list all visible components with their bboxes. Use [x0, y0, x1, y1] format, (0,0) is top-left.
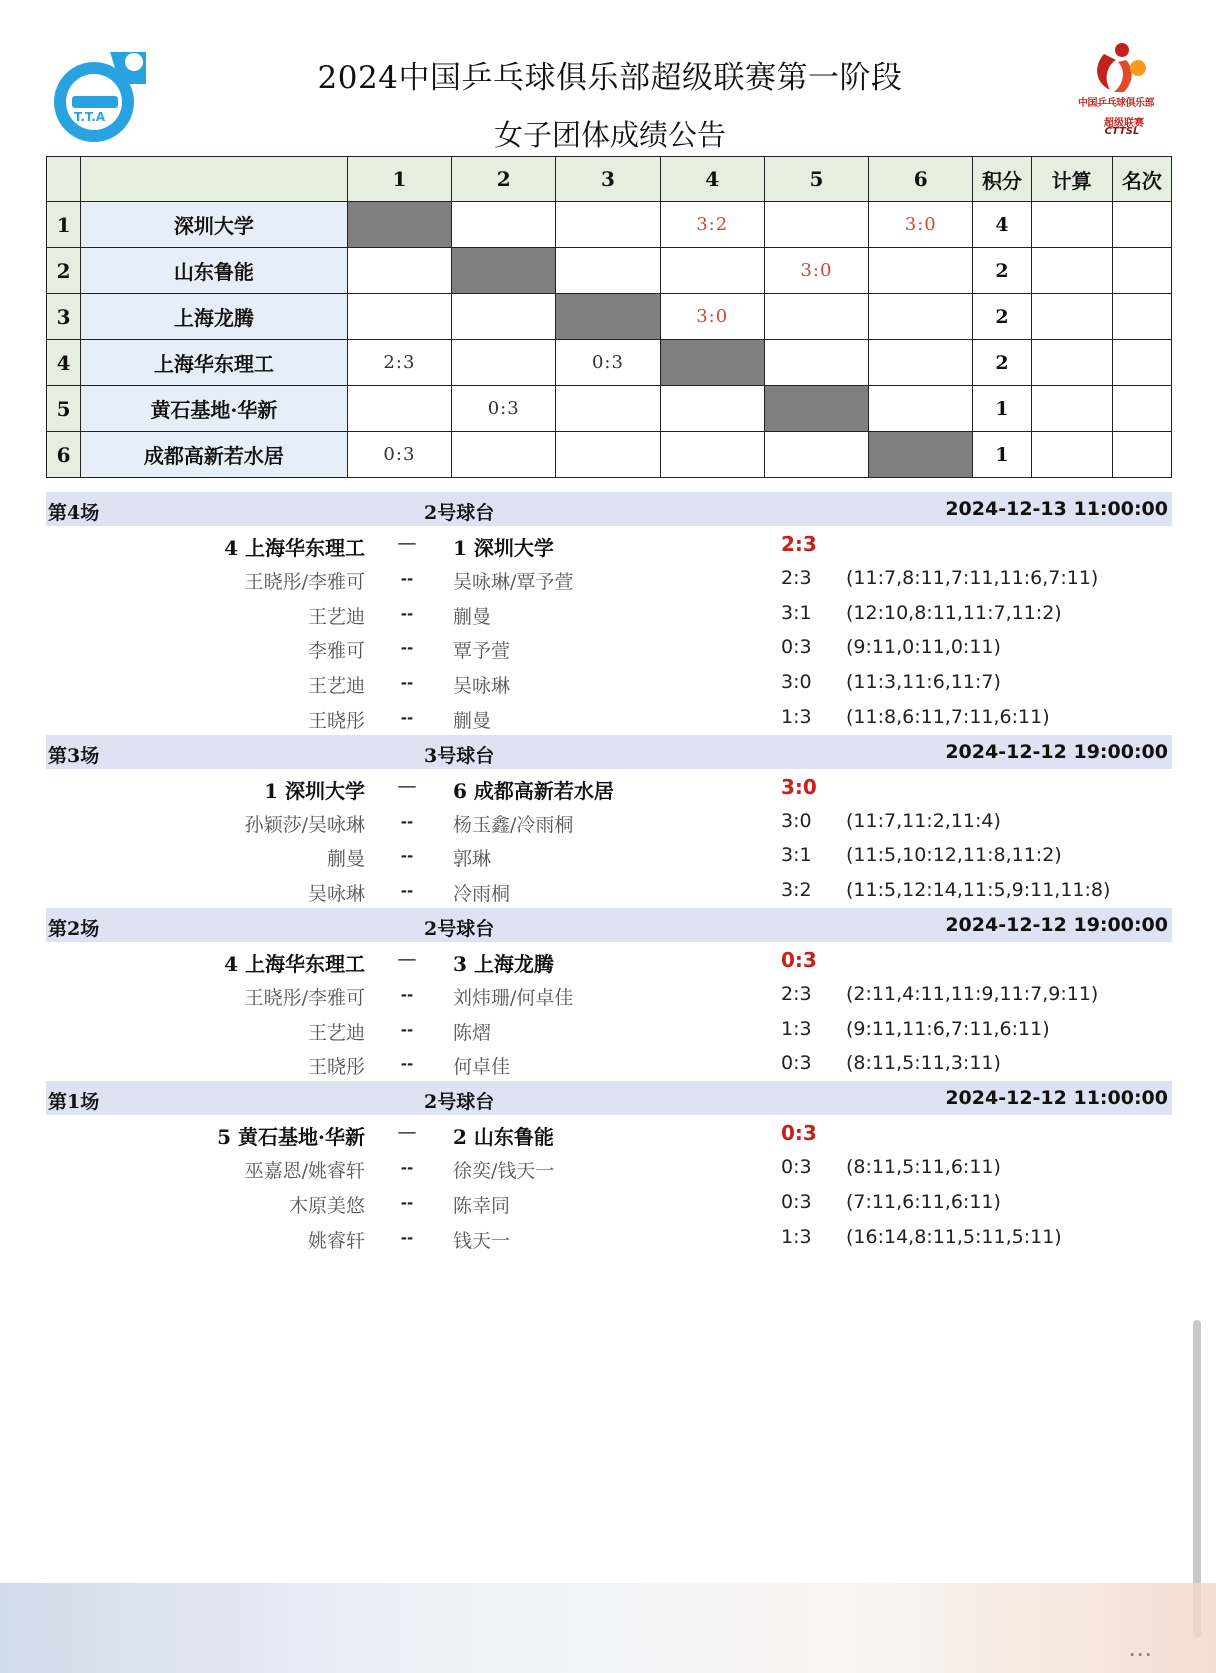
- match-section: [46, 492, 1172, 735]
- home-player: 蒯曼: [326, 848, 365, 871]
- home-player: 李雅可: [307, 640, 365, 663]
- game-separator: --: [400, 708, 414, 727]
- team-name: 上海华东理工: [81, 340, 348, 386]
- match-header: [46, 735, 1172, 769]
- home-player: 孙颖莎/吴咏琳: [244, 813, 365, 836]
- set-scores: (9:11,11:6,7:11,6:11): [846, 1017, 1050, 1040]
- away-player: 蒯曼: [453, 709, 492, 732]
- match-time: 2024-12-12 11:00:00: [945, 1087, 1168, 1110]
- team-name: 黄石基地·华新: [81, 386, 348, 432]
- away-player: 覃予萱: [453, 640, 511, 663]
- game-row: [46, 596, 1172, 631]
- team-result: 2:3: [781, 532, 817, 556]
- match-number: 第1场: [48, 1091, 100, 1114]
- home-player: 王晓彤: [307, 1056, 365, 1079]
- game-separator: --: [400, 1020, 414, 1039]
- logo-right-line3: CTTSL: [1104, 126, 1140, 137]
- col-header: 2: [452, 157, 556, 202]
- col-header: 4: [660, 157, 764, 202]
- home-player: 姚睿轩: [307, 1229, 365, 1252]
- matchup-separator: —: [397, 1121, 417, 1144]
- team-result: 3:0: [781, 774, 817, 799]
- player-emblem-icon: [1064, 40, 1174, 100]
- calc-cell: [1031, 386, 1112, 432]
- game-separator: --: [400, 812, 414, 831]
- game-row: [46, 1046, 1172, 1081]
- score-cell: 0:3: [347, 432, 451, 478]
- home-player: 王艺迪: [307, 605, 365, 628]
- score-cell: [556, 386, 660, 432]
- away-player: 陈熠: [453, 1021, 492, 1044]
- col-header-points: 积分: [973, 157, 1031, 202]
- match-time: 2024-12-12 19:00:00: [945, 740, 1168, 763]
- calc-cell: [1031, 294, 1112, 340]
- self-cell: [660, 340, 764, 386]
- self-cell: [869, 432, 973, 478]
- self-cell: [452, 248, 556, 294]
- match-results-list: [46, 492, 1172, 1254]
- away-player: 蒯曼: [453, 605, 492, 628]
- team-matchup-row: [46, 1115, 1172, 1150]
- score-cell: [764, 202, 868, 248]
- home-player: 木原美悠: [288, 1194, 365, 1217]
- place-cell: [1112, 340, 1171, 386]
- place-cell: [1112, 432, 1171, 478]
- game-row: [46, 1012, 1172, 1047]
- score-cell: [452, 340, 556, 386]
- score-cell: [347, 294, 451, 340]
- game-row: [46, 1185, 1172, 1220]
- game-result: 1:3: [781, 1017, 812, 1040]
- match-time: 2024-12-13 11:00:00: [945, 498, 1168, 520]
- matchup-separator: —: [397, 947, 417, 970]
- calc-cell: [1031, 432, 1112, 478]
- match-number: 第3场: [48, 744, 100, 767]
- more-options-button[interactable]: ⋯: [1128, 1640, 1154, 1668]
- team-rank: 5: [47, 386, 81, 432]
- team-name: 成都高新若水居: [81, 432, 348, 478]
- place-cell: [1112, 202, 1171, 248]
- set-scores: (16:14,8:11,5:11,5:11): [846, 1225, 1062, 1248]
- self-cell: [347, 202, 451, 248]
- calc-cell: [1031, 340, 1112, 386]
- game-result: 3:0: [781, 671, 812, 694]
- points-cell: 4: [973, 202, 1031, 248]
- score-cell: [556, 248, 660, 294]
- match-header: [46, 1081, 1172, 1115]
- home-player: 王晓彤/李雅可: [244, 570, 365, 593]
- standings-row: [47, 248, 1172, 294]
- game-separator: --: [400, 1055, 414, 1074]
- team-rank: 1: [47, 202, 81, 248]
- away-player: 吴咏琳/覃予萱: [453, 570, 574, 593]
- col-header: 3: [556, 157, 660, 202]
- tta-logo: [50, 44, 150, 144]
- away-player: 杨玉鑫/冷雨桐: [453, 813, 574, 836]
- game-row: [46, 665, 1172, 700]
- game-separator: --: [400, 639, 414, 658]
- score-cell: 2:3: [347, 340, 451, 386]
- cttsl-logo: [1064, 40, 1174, 145]
- standings-table: [46, 156, 1172, 478]
- set-scores: (11:7,11:2,11:4): [846, 809, 1001, 832]
- game-row: [46, 630, 1172, 665]
- score-cell: [869, 248, 973, 294]
- score-cell: 3:2: [660, 202, 764, 248]
- match-section: [46, 1081, 1172, 1254]
- score-cell: [556, 202, 660, 248]
- score-cell: [452, 294, 556, 340]
- score-cell: 0:3: [452, 386, 556, 432]
- team-matchup-row: [46, 942, 1172, 977]
- place-cell: [1112, 294, 1171, 340]
- points-cell: 2: [973, 294, 1031, 340]
- matchup-separator: —: [397, 774, 417, 797]
- game-row: [46, 1220, 1172, 1255]
- game-row: [46, 1150, 1172, 1185]
- score-cell: [869, 340, 973, 386]
- place-cell: [1112, 386, 1171, 432]
- away-team: 3 上海龙腾: [453, 951, 554, 976]
- match-table: 2号球台: [424, 917, 495, 940]
- set-scores: (12:10,8:11,11:7,11:2): [846, 601, 1062, 624]
- away-player: 冷雨桐: [453, 883, 511, 906]
- paddle-logo-icon: [50, 44, 150, 144]
- set-scores: (8:11,5:11,6:11): [846, 1155, 1001, 1178]
- standings-row: [47, 386, 1172, 432]
- score-cell: 3:0: [869, 202, 973, 248]
- away-player: 徐奕/钱天一: [453, 1159, 555, 1182]
- game-row: [46, 700, 1172, 735]
- home-team: 4 上海华东理工: [224, 536, 365, 560]
- match-header: [46, 908, 1172, 942]
- self-cell: [764, 386, 868, 432]
- set-scores: (11:5,12:14,11:5,9:11,11:8): [846, 879, 1111, 902]
- team-result: 0:3: [781, 947, 817, 972]
- home-team: 4 上海华东理工: [224, 951, 365, 976]
- set-scores: (11:5,10:12,11:8,11:2): [846, 844, 1062, 867]
- home-player: 王艺迪: [307, 675, 365, 698]
- score-cell: [347, 248, 451, 294]
- points-cell: 1: [973, 432, 1031, 478]
- game-row: [46, 561, 1172, 596]
- col-header: 6: [869, 157, 973, 202]
- place-cell: [1112, 248, 1171, 294]
- logo-right-line1: 中国乒乓球俱乐部: [1078, 98, 1154, 109]
- game-separator: --: [400, 1158, 414, 1177]
- game-separator: --: [400, 882, 414, 901]
- matchup-separator: —: [397, 532, 417, 554]
- game-row: [46, 804, 1172, 839]
- team-rank: 2: [47, 248, 81, 294]
- score-cell: [452, 202, 556, 248]
- bottom-gradient: [0, 1583, 1216, 1673]
- game-row: [46, 873, 1172, 908]
- match-table: 2号球台: [424, 502, 495, 524]
- standings-row: [47, 432, 1172, 478]
- standings-header-row: [47, 157, 1172, 202]
- match-time: 2024-12-12 19:00:00: [945, 913, 1168, 936]
- set-scores: (11:8,6:11,7:11,6:11): [846, 705, 1050, 728]
- game-separator: --: [400, 847, 414, 866]
- game-separator: --: [400, 1193, 414, 1212]
- match-section: [46, 908, 1172, 1081]
- score-cell: [452, 432, 556, 478]
- self-cell: [556, 294, 660, 340]
- calc-cell: [1031, 202, 1112, 248]
- home-player: 王晓彤: [307, 709, 365, 732]
- team-name: 上海龙腾: [81, 294, 348, 340]
- logo-right-line2: 超级联赛: [1104, 118, 1144, 129]
- away-team: 6 成都高新若水居: [453, 778, 614, 803]
- score-cell: 3:0: [660, 294, 764, 340]
- game-separator: --: [400, 985, 414, 1004]
- away-player: 郭琳: [453, 848, 492, 871]
- standings-row: [47, 202, 1172, 248]
- home-player: 吴咏琳: [307, 883, 365, 906]
- score-cell: [764, 294, 868, 340]
- match-section: [46, 735, 1172, 908]
- col-header-place: 名次: [1112, 157, 1171, 202]
- game-separator: --: [400, 1228, 414, 1247]
- header-team-blank: [81, 157, 348, 202]
- team-result: 0:3: [781, 1121, 817, 1146]
- game-result: 2:3: [781, 566, 812, 589]
- score-cell: [347, 386, 451, 432]
- col-header: 5: [764, 157, 868, 202]
- tta-logo-text: T.T.A: [74, 110, 106, 124]
- game-separator: --: [400, 569, 414, 588]
- game-result: 0:3: [781, 1155, 812, 1178]
- match-number: 第2场: [48, 917, 100, 940]
- score-cell: [869, 386, 973, 432]
- home-player: 王艺迪: [307, 1021, 365, 1044]
- col-header: 1: [347, 157, 451, 202]
- score-cell: [556, 432, 660, 478]
- team-name: 山东鲁能: [81, 248, 348, 294]
- game-result: 3:0: [781, 809, 812, 832]
- away-player: 钱天一: [453, 1229, 511, 1252]
- team-rank: 6: [47, 432, 81, 478]
- away-player: 刘炜珊/何卓佳: [453, 986, 574, 1009]
- standings-row: [47, 294, 1172, 340]
- home-player: 王晓彤/李雅可: [244, 986, 365, 1009]
- away-player: 陈幸同: [453, 1194, 511, 1217]
- score-cell: [764, 432, 868, 478]
- game-result: 0:3: [781, 636, 812, 659]
- score-cell: [869, 294, 973, 340]
- game-result: 1:3: [781, 1225, 812, 1248]
- home-team: 5 黄石基地·华新: [217, 1125, 365, 1150]
- game-separator: --: [400, 674, 414, 693]
- col-header-calc: 计算: [1031, 157, 1112, 202]
- game-result: 1:3: [781, 705, 812, 728]
- game-result: 3:1: [781, 601, 812, 624]
- match-header: [46, 492, 1172, 526]
- game-result: 3:2: [781, 879, 812, 902]
- set-scores: (8:11,5:11,3:11): [846, 1052, 1001, 1075]
- away-player: 吴咏琳: [453, 675, 511, 698]
- match-table: 3号球台: [424, 744, 495, 767]
- game-separator: --: [400, 604, 414, 623]
- score-cell: [660, 248, 764, 294]
- set-scores: (2:11,4:11,11:9,11:7,9:11): [846, 982, 1099, 1005]
- away-team: 1 深圳大学: [453, 536, 554, 560]
- game-result: 3:1: [781, 844, 812, 867]
- team-name: 深圳大学: [81, 202, 348, 248]
- page-title: 2024中国乒乓球俱乐部超级联赛第一阶段: [317, 60, 903, 96]
- game-result: 2:3: [781, 982, 812, 1005]
- match-table: 2号球台: [424, 1091, 495, 1114]
- away-team: 2 山东鲁能: [453, 1125, 554, 1150]
- points-cell: 2: [973, 340, 1031, 386]
- team-matchup-row: [46, 526, 1172, 561]
- page-subtitle: 女子团体成绩公告: [493, 118, 726, 152]
- points-cell: 1: [973, 386, 1031, 432]
- score-cell: 0:3: [556, 340, 660, 386]
- score-cell: 3:0: [764, 248, 868, 294]
- home-player: 巫嘉恩/姚睿轩: [244, 1159, 365, 1182]
- score-cell: [660, 386, 764, 432]
- game-result: 0:3: [781, 1190, 812, 1213]
- points-cell: 2: [973, 248, 1031, 294]
- away-player: 何卓佳: [453, 1056, 511, 1079]
- home-team: 1 深圳大学: [264, 778, 365, 803]
- calc-cell: [1031, 248, 1112, 294]
- set-scores: (11:7,8:11,7:11,11:6,7:11): [846, 566, 1099, 589]
- game-row: [46, 838, 1172, 873]
- score-cell: [660, 432, 764, 478]
- game-result: 0:3: [781, 1052, 812, 1075]
- header-rank-blank: [47, 157, 81, 202]
- set-scores: (7:11,6:11,6:11): [846, 1190, 1001, 1213]
- match-number: 第4场: [48, 502, 100, 524]
- set-scores: (11:3,11:6,11:7): [846, 671, 1001, 694]
- team-matchup-row: [46, 769, 1172, 804]
- team-rank: 4: [47, 340, 81, 386]
- set-scores: (9:11,0:11,0:11): [846, 636, 1001, 659]
- team-rank: 3: [47, 294, 81, 340]
- game-row: [46, 977, 1172, 1012]
- standings-row: [47, 340, 1172, 386]
- score-cell: [764, 340, 868, 386]
